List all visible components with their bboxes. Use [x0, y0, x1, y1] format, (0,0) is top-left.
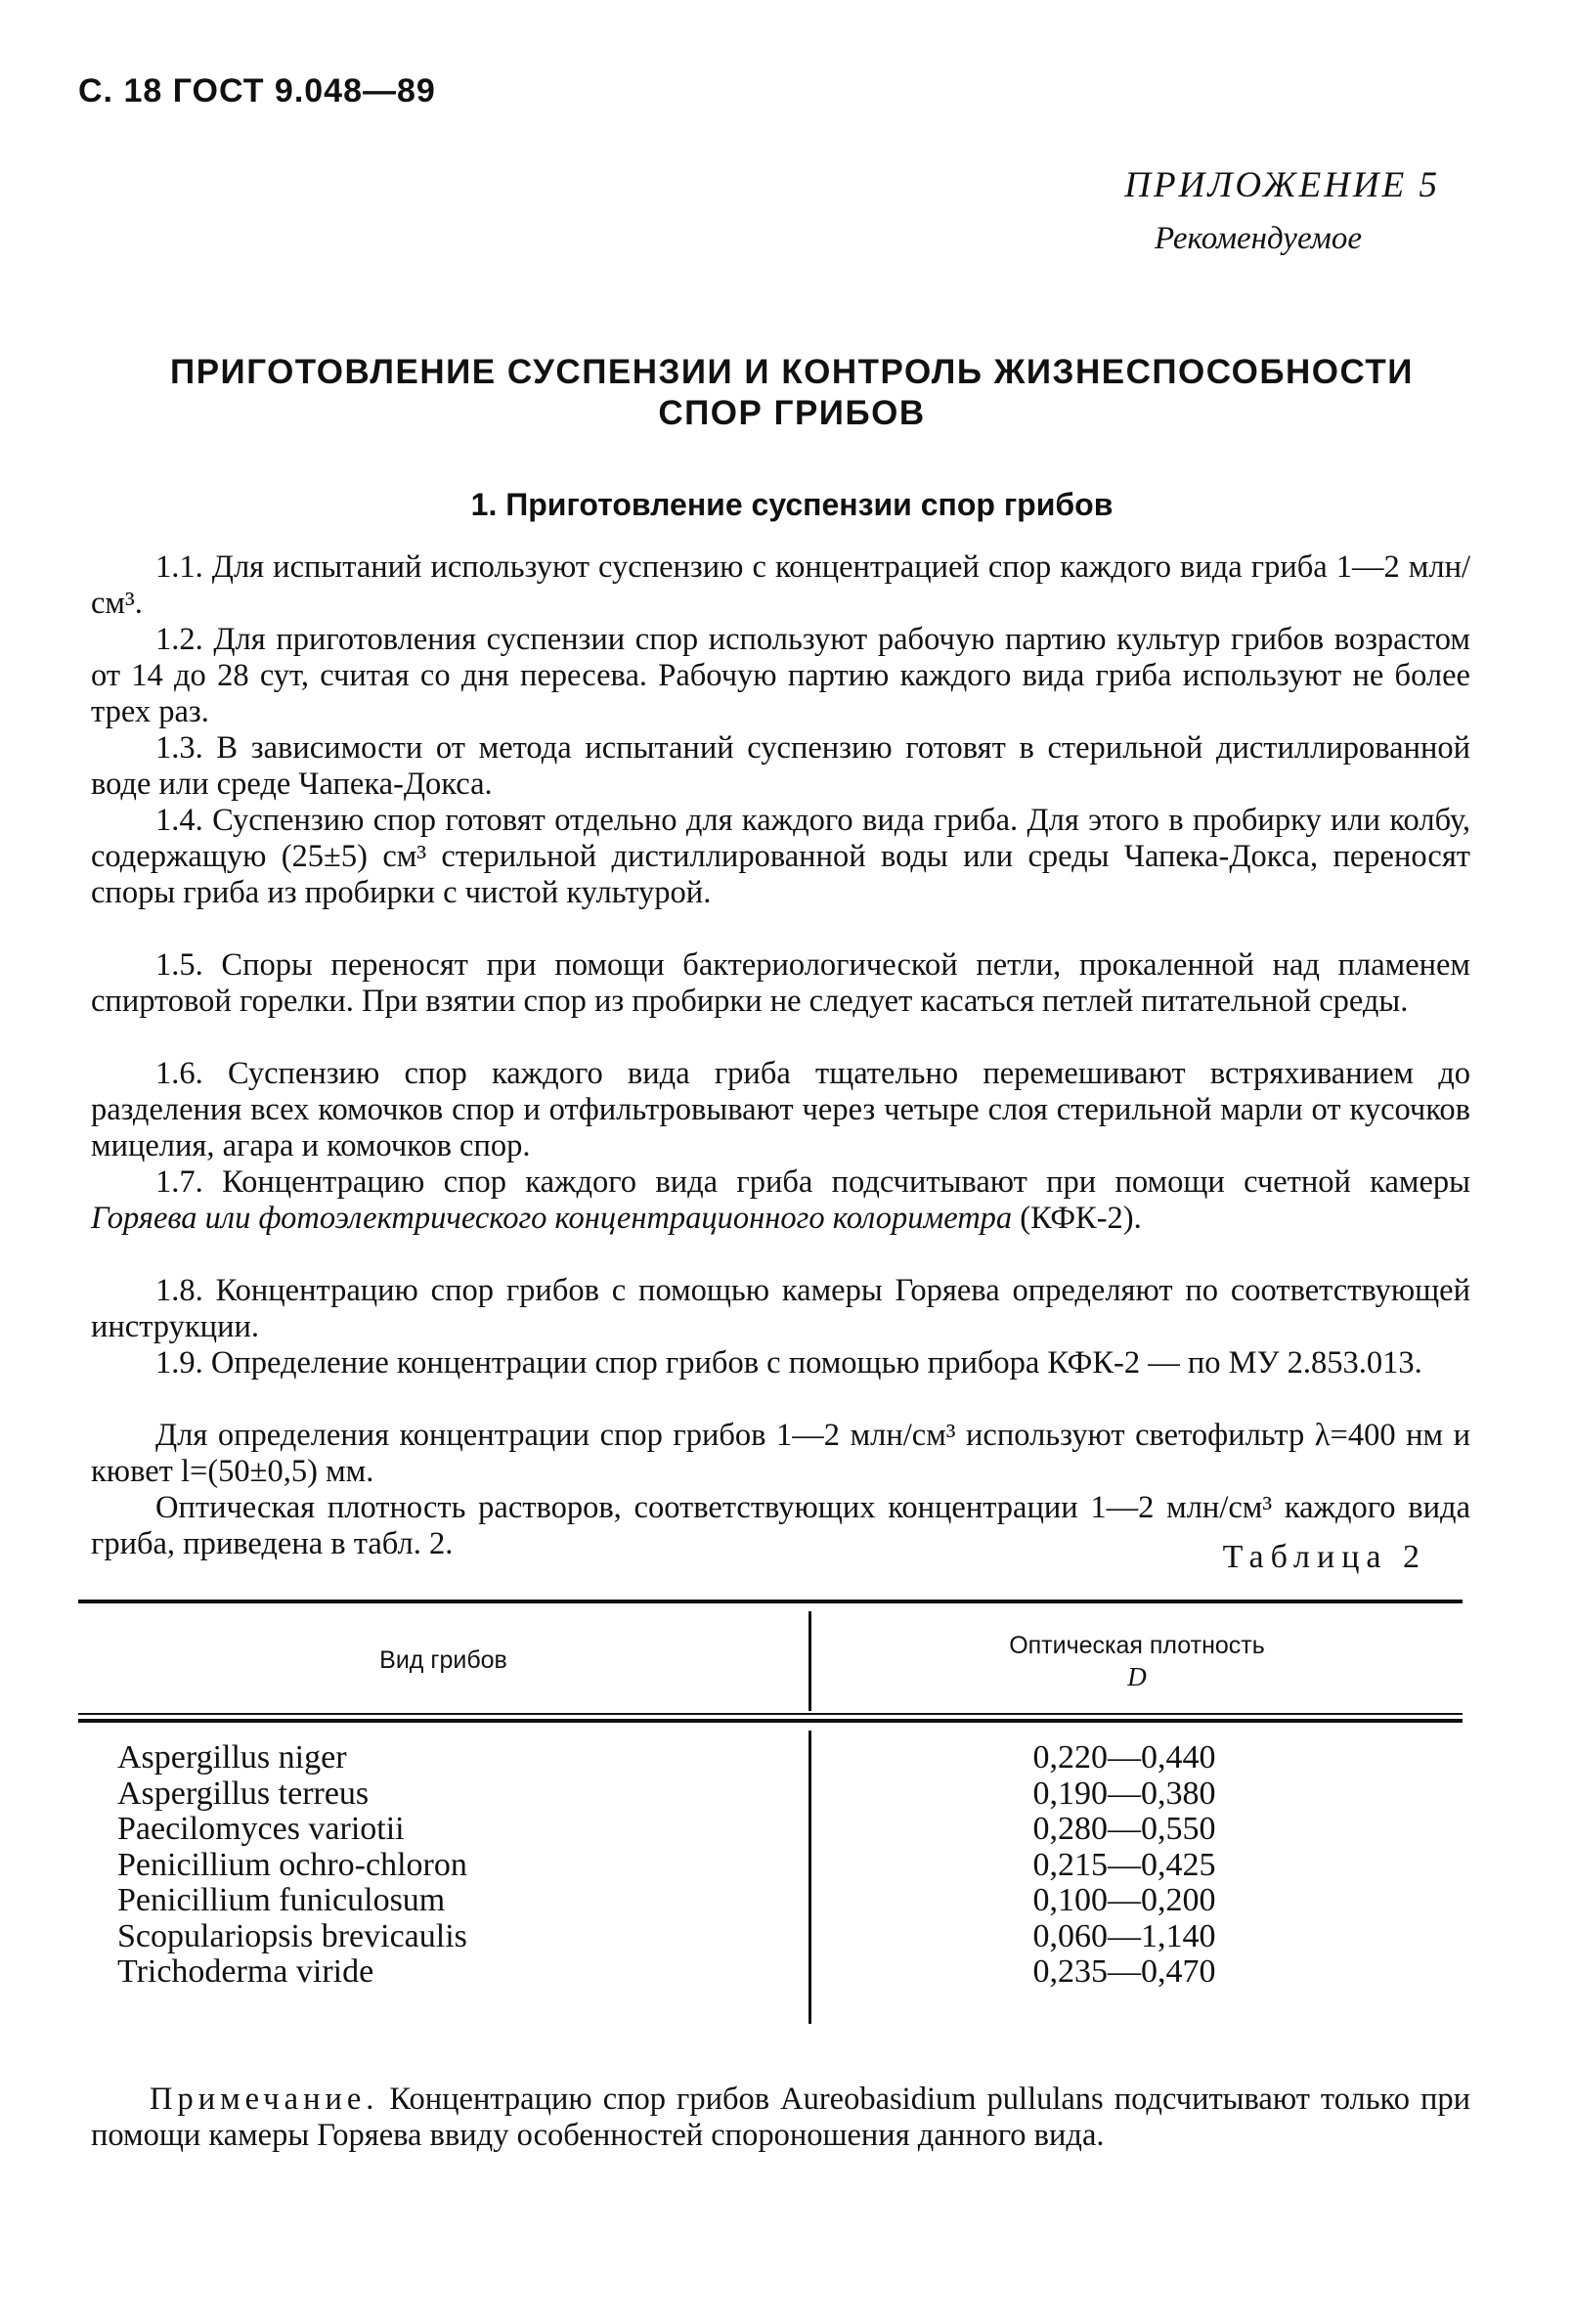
note-text: Концентрацию спор грибов Aureobasidium pullulans подсчитывают только при помощи камеры Горяева ввиду особенностей спороношения данного вида.: [91, 2082, 1470, 2153]
table-cell-density: 0,100—0,200: [1032, 1882, 1216, 1918]
col-header-density-symbol: D: [1127, 1662, 1147, 1691]
italic-instruments: Горяева или фотоэлектрического концентрационного колориметра: [91, 1201, 1013, 1236]
paragraph-1-6: 1.6. Суспензию спор каждого вида гриба тщательно перемешивают встряхиванием до разделения всех комочков спор и отфильтровывают через четыре слоя стерильной марли от кусочков мицелия, агара и комочков спор.: [91, 1056, 1470, 1163]
table-cell-species: Scopulariopsis brevicaulis: [117, 1917, 467, 1954]
paragraph-1-4: 1.4. Суспензию спор готовят отдельно для каждого вида гриба. Для этого в пробирку или колбу, содержащую (25±5) см³ стерильной дистиллированной воды или среды Чапека-Докса, переносят споры гриба из пробирки с чистой культурой.: [91, 803, 1470, 910]
table-cell-density: 0,060—1,140: [1032, 1917, 1216, 1954]
paragraph-1-5: 1.5. Споры переносят при помощи бактериологической петли, прокаленной над пламенем спиртовой горелки. При взятии спор из пробирки не следует касаться петлей питательной среды.: [91, 947, 1470, 1019]
paragraph-1-8: 1.8. Концентрацию спор грибов с помощью камеры Горяева определяют по соответствующей инструкции.: [91, 1273, 1470, 1344]
title-line-2: СПОР ГРИБОВ: [658, 394, 926, 432]
paragraph-1-9: 1.9. Определение концентрации спор грибов с помощью прибора КФК-2 — по МУ 2.853.013.: [155, 1345, 1422, 1381]
table-cell-density: 0,220—0,440: [1032, 1739, 1216, 1776]
table-cell-density: 0,280—0,550: [1032, 1811, 1216, 1847]
paragraph-1-1: 1.1. Для испытаний используют суспензию с концентрацией спор каждого вида гриба 1—2 млн/см³.: [91, 549, 1470, 621]
table-cell-species: Trichoderma viride: [117, 1953, 374, 1990]
col-header-species: Вид грибов: [379, 1646, 507, 1674]
page-header: С. 18 ГОСТ 9.048—89: [78, 72, 436, 110]
table-header-divider: [808, 1611, 811, 1711]
paragraph-1-3: 1.3. В зависимости от метода испытаний суспензию готовят в стерильной дистиллированной воде или среде Чапека-Докса.: [91, 730, 1470, 802]
table-header-rule-1: [78, 1713, 1463, 1715]
paragraph-1-2: 1.2. Для приготовления суспензии спор используют рабочую партию культур грибов возрастом от 14 до 28 сут, считая со дня пересева. Рабочую партию каждого вида гриба используют не более трех раз.: [91, 622, 1470, 729]
table-cell-species: Paecilomyces variotii: [117, 1811, 405, 1847]
table-cell-density: 0,215—0,425: [1032, 1846, 1216, 1883]
title-line-1: ПРИГОТОВЛЕНИЕ СУСПЕНЗИИ И КОНТРОЛЬ ЖИЗНЕСПОСОБНОСТИ: [170, 353, 1414, 391]
paragraph-filter: Для определения концентрации спор грибов 1—2 млн/см³ используют светофильтр λ=400 нм и кювет l=(50±0,5) мм.: [91, 1418, 1470, 1489]
paragraph-1-7: 1.7. Концентрацию спор каждого вида гриба подсчитывают при помощи счетной камеры Горяева или фотоэлектрического концентрационного колориметра (КФК-2).: [91, 1164, 1470, 1236]
table-cell-species: Penicillium ochro-chloron: [117, 1846, 467, 1883]
table-header-rule-2: [78, 1719, 1463, 1723]
table-cell-species: Aspergillus terreus: [117, 1775, 370, 1812]
table-cell-species: Penicillium funiculosum: [117, 1882, 446, 1918]
table-caption: Таблица 2: [1222, 1539, 1426, 1575]
document-title: [88, 352, 1496, 434]
table-body-divider: [808, 1731, 811, 2024]
col-header-density: Оптическая плотность: [1009, 1632, 1265, 1659]
table-cell-density: 0,190—0,380: [1032, 1775, 1216, 1812]
table-note: [91, 2082, 1470, 2154]
note-label: Примечание.: [150, 2082, 379, 2117]
table-cell-density: 0,235—0,470: [1032, 1953, 1216, 1990]
paragraph-optical-density: Оптическая плотность растворов, соответствующих концентрации 1—2 млн/см³ каждого вида гриба, приведена в табл. 2.: [91, 1490, 1470, 1561]
table-top-rule: [78, 1600, 1463, 1603]
table-cell-species: Aspergillus niger: [117, 1739, 347, 1776]
appendix-status: Рекомендуемое: [1154, 221, 1362, 256]
appendix-label: ПРИЛОЖЕНИЕ 5: [1124, 165, 1440, 205]
section-heading: 1. Приготовление суспензии спор грибов: [470, 487, 1114, 522]
